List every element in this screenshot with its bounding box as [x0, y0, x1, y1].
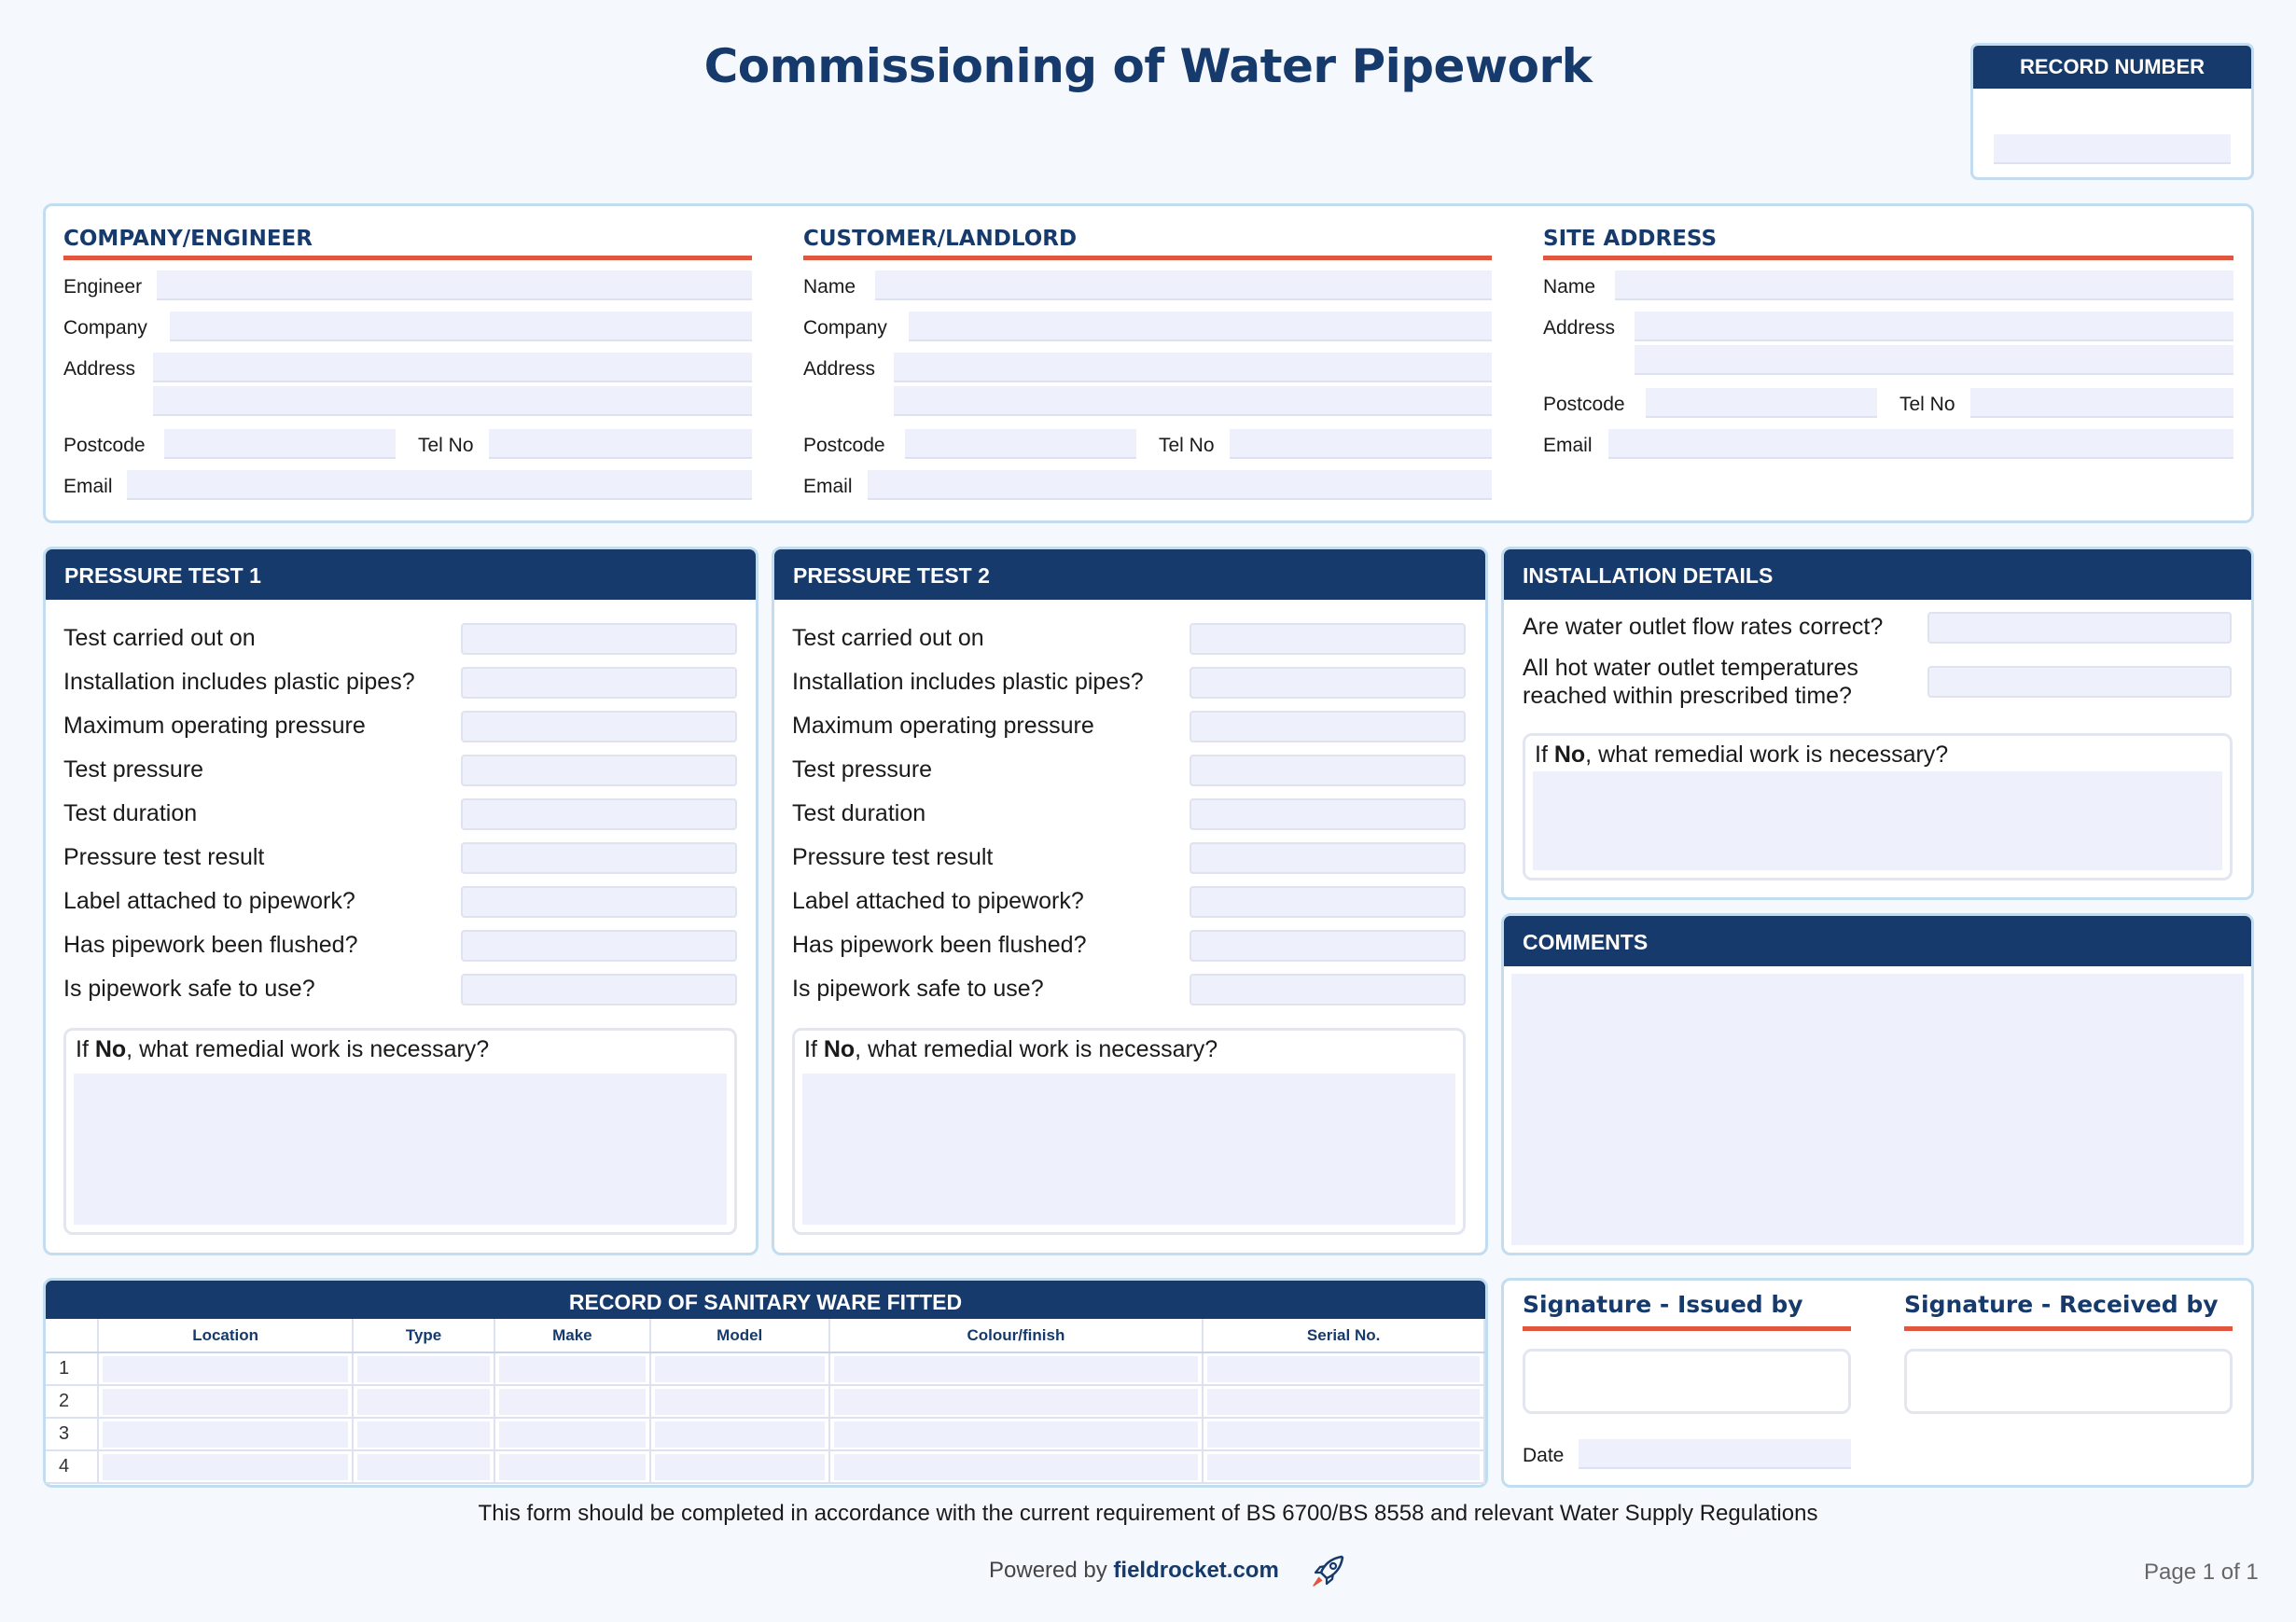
- company-tel-label: Tel No: [418, 435, 474, 456]
- pt1-question-label: Pressure test result: [63, 844, 265, 870]
- table-cell-input[interactable]: [829, 1450, 1204, 1483]
- table-cell-input[interactable]: [353, 1450, 494, 1483]
- signature-received-input[interactable]: [1904, 1349, 2233, 1414]
- record-number-label: RECORD NUMBER: [1973, 46, 2251, 89]
- column-header: Make: [494, 1319, 650, 1352]
- pressure-test-1-heading: PRESSURE TEST 1: [46, 549, 756, 600]
- row-number: 3: [46, 1418, 98, 1450]
- table-cell-input[interactable]: [353, 1385, 494, 1418]
- pt2-answer-input[interactable]: [1190, 886, 1466, 918]
- site-tel-input[interactable]: [1970, 388, 2233, 418]
- remedial-question: If No, what remedial work is necessary?: [76, 1036, 490, 1062]
- row-number-header: [46, 1319, 98, 1352]
- powered-by: [989, 1558, 1279, 1584]
- table-row: [46, 1450, 1484, 1483]
- table-cell-input[interactable]: [353, 1352, 494, 1385]
- pt1-answer-input[interactable]: [461, 886, 737, 918]
- customer-company-label: Company: [803, 317, 887, 339]
- company-input[interactable]: [170, 312, 752, 341]
- signature-received-label: Signature - Received by: [1904, 1291, 2219, 1318]
- column-header: Model: [650, 1319, 829, 1352]
- table-cell-input[interactable]: [1203, 1385, 1484, 1418]
- pt1-question-label: Test carried out on: [63, 625, 256, 651]
- pt1-answer-input[interactable]: [461, 974, 737, 1005]
- table-cell-input[interactable]: [494, 1385, 650, 1418]
- pt1-answer-input[interactable]: [461, 711, 737, 742]
- pressure-test-2-remedial: [792, 1028, 1466, 1235]
- site-postcode-label: Postcode: [1543, 394, 1625, 415]
- column-header: Type: [353, 1319, 494, 1352]
- pt2-question-label: Test duration: [792, 800, 926, 826]
- site-email-label: Email: [1543, 435, 1593, 456]
- row-number: 4: [46, 1450, 98, 1483]
- table-cell-input[interactable]: [98, 1450, 353, 1483]
- row-number: 1: [46, 1352, 98, 1385]
- pt1-answer-input[interactable]: [461, 842, 737, 874]
- company-address-input-2[interactable]: [153, 386, 752, 416]
- pressure-test-2-heading: PRESSURE TEST 2: [774, 549, 1485, 600]
- customer-name-input[interactable]: [875, 270, 1492, 300]
- pt1-answer-input[interactable]: [461, 623, 737, 655]
- customer-postcode-input[interactable]: [905, 429, 1136, 459]
- customer-email-label: Email: [803, 476, 853, 497]
- pt2-question-label: Maximum operating pressure: [792, 713, 1094, 739]
- pt2-answer-input[interactable]: [1190, 974, 1466, 1005]
- site-address-input-2[interactable]: [1635, 345, 2233, 375]
- rocket-icon: [1310, 1552, 1347, 1589]
- pt2-answer-input[interactable]: [1190, 755, 1466, 786]
- powered-by-prefix: Powered by: [989, 1558, 1114, 1583]
- pt1-question-label: Label attached to pipework?: [63, 888, 355, 914]
- company-heading: COMPANY/ENGINEER: [63, 227, 313, 251]
- table-cell-input[interactable]: [353, 1418, 494, 1450]
- engineer-label: Engineer: [63, 276, 143, 298]
- table-cell-input[interactable]: [1203, 1418, 1484, 1450]
- site-underline: [1543, 256, 2233, 260]
- flow-rates-question: Are water outlet flow rates correct?: [1523, 614, 1884, 640]
- company-tel-input[interactable]: [489, 429, 752, 459]
- flow-rates-input[interactable]: [1927, 612, 2232, 644]
- pt1-answer-input[interactable]: [461, 798, 737, 830]
- installation-remedial-input[interactable]: [1533, 771, 2222, 870]
- pressure-test-1-remedial: [63, 1028, 737, 1235]
- site-email-input[interactable]: [1608, 429, 2233, 459]
- customer-address-label: Address: [803, 358, 876, 380]
- company-email-label: Email: [63, 476, 113, 497]
- company-address-label: Address: [63, 358, 136, 380]
- pressure-test-1-remedial-input[interactable]: [74, 1074, 727, 1225]
- site-tel-label: Tel No: [1899, 394, 1955, 415]
- company-label: Company: [63, 317, 147, 339]
- company-address-input-1[interactable]: [153, 353, 752, 382]
- table-cell-input[interactable]: [98, 1418, 353, 1450]
- table-cell-input[interactable]: [650, 1418, 829, 1450]
- customer-address-input-1[interactable]: [894, 353, 1492, 382]
- signature-issued-input[interactable]: [1523, 1349, 1851, 1414]
- pt1-question-label: Test pressure: [63, 756, 204, 783]
- table-cell-input[interactable]: [650, 1352, 829, 1385]
- customer-heading: CUSTOMER/LANDLORD: [803, 227, 1078, 251]
- record-number-input[interactable]: [1994, 134, 2231, 164]
- pt1-answer-input[interactable]: [461, 667, 737, 699]
- signature-issued-label: Signature - Issued by: [1523, 1291, 1803, 1318]
- hot-water-question-line2: reached within prescribed time?: [1523, 683, 1852, 709]
- table-cell-input[interactable]: [98, 1352, 353, 1385]
- company-postcode-input[interactable]: [164, 429, 396, 459]
- signature-received-underline: [1904, 1326, 2233, 1331]
- pt1-question-label: Has pipework been flushed?: [63, 932, 358, 958]
- customer-address-input-2[interactable]: [894, 386, 1492, 416]
- powered-by-brand[interactable]: fieldrocket.com: [1113, 1558, 1279, 1583]
- table-cell-input[interactable]: [494, 1352, 650, 1385]
- pt1-question-label: Is pipework safe to use?: [63, 976, 315, 1002]
- comments-heading: COMMENTS: [1504, 916, 2251, 966]
- column-header: Location: [98, 1319, 353, 1352]
- site-name-input[interactable]: [1615, 270, 2233, 300]
- pt2-answer-input[interactable]: [1190, 930, 1466, 962]
- pt1-question-label: Installation includes plastic pipes?: [63, 669, 415, 695]
- customer-tel-input[interactable]: [1230, 429, 1492, 459]
- customer-company-input[interactable]: [909, 312, 1492, 341]
- pt2-answer-input[interactable]: [1190, 842, 1466, 874]
- sanitary-table: [46, 1319, 1485, 1484]
- comments-input[interactable]: [1511, 974, 2244, 1245]
- pt2-question-label: Installation includes plastic pipes?: [792, 669, 1144, 695]
- column-header: Colour/finish: [829, 1319, 1204, 1352]
- remedial-question: If No, what remedial work is necessary?: [1535, 742, 1949, 768]
- date-label: Date: [1523, 1445, 1565, 1466]
- installation-heading: INSTALLATION DETAILS: [1504, 549, 2251, 600]
- regulations-note: This form should be completed in accordance with the current requirement of BS 6700/BS 8558 and relevant Water Supply Regulations: [478, 1501, 1818, 1526]
- pt1-question-label: Test duration: [63, 800, 198, 826]
- pt2-question-label: Pressure test result: [792, 844, 994, 870]
- pt2-question-label: Has pipework been flushed?: [792, 932, 1087, 958]
- engineer-input[interactable]: [157, 270, 752, 300]
- site-address-label: Address: [1543, 317, 1616, 339]
- signature-issued-underline: [1523, 1326, 1851, 1331]
- pt1-question-label: Maximum operating pressure: [63, 713, 366, 739]
- pt1-answer-input[interactable]: [461, 930, 737, 962]
- site-heading: SITE ADDRESS: [1543, 227, 1718, 251]
- pt2-question-label: Test carried out on: [792, 625, 984, 651]
- table-cell-input[interactable]: [829, 1418, 1204, 1450]
- customer-tel-label: Tel No: [1159, 435, 1215, 456]
- comments-panel: [1501, 913, 2254, 1255]
- table-cell-input[interactable]: [650, 1450, 829, 1483]
- customer-postcode-label: Postcode: [803, 435, 885, 456]
- customer-name-label: Name: [803, 276, 856, 298]
- customer-underline: [803, 256, 1492, 260]
- hot-water-question-line1: All hot water outlet temperatures: [1523, 655, 1858, 681]
- date-input[interactable]: [1579, 1439, 1851, 1469]
- installation-remedial: [1523, 733, 2233, 880]
- sanitary-heading: RECORD OF SANITARY WARE FITTED: [46, 1281, 1485, 1322]
- page-number: Page 1 of 1: [2144, 1560, 2259, 1585]
- record-number-box: [1970, 43, 2254, 180]
- pt2-answer-input[interactable]: [1190, 798, 1466, 830]
- pt2-answer-input[interactable]: [1190, 711, 1466, 742]
- company-email-input[interactable]: [127, 470, 752, 500]
- pt2-answer-input[interactable]: [1190, 623, 1466, 655]
- page-title: Commissioning of Water Pipework: [703, 39, 1593, 93]
- pt2-question-label: Test pressure: [792, 756, 933, 783]
- company-postcode-label: Postcode: [63, 435, 146, 456]
- site-address-input-1[interactable]: [1635, 312, 2233, 341]
- table-cell-input[interactable]: [98, 1385, 353, 1418]
- table-cell-input[interactable]: [1203, 1352, 1484, 1385]
- remedial-question: If No, what remedial work is necessary?: [804, 1036, 1218, 1062]
- table-cell-input[interactable]: [829, 1352, 1204, 1385]
- pt2-answer-input[interactable]: [1190, 667, 1466, 699]
- table-cell-input[interactable]: [829, 1385, 1204, 1418]
- hot-water-input[interactable]: [1927, 666, 2232, 698]
- table-row: [46, 1352, 1484, 1385]
- pt2-question-label: Is pipework safe to use?: [792, 976, 1044, 1002]
- table-cell-input[interactable]: [494, 1450, 650, 1483]
- table-row: [46, 1385, 1484, 1418]
- table-cell-input[interactable]: [650, 1385, 829, 1418]
- company-underline: [63, 256, 752, 260]
- table-cell-input[interactable]: [1203, 1450, 1484, 1483]
- table-row: [46, 1418, 1484, 1450]
- site-postcode-input[interactable]: [1646, 388, 1877, 418]
- customer-email-input[interactable]: [868, 470, 1492, 500]
- pt2-question-label: Label attached to pipework?: [792, 888, 1084, 914]
- table-cell-input[interactable]: [494, 1418, 650, 1450]
- site-name-label: Name: [1543, 276, 1596, 298]
- pressure-test-2-remedial-input[interactable]: [802, 1074, 1455, 1225]
- column-header: Serial No.: [1203, 1319, 1484, 1352]
- pt1-answer-input[interactable]: [461, 755, 737, 786]
- row-number: 2: [46, 1385, 98, 1418]
